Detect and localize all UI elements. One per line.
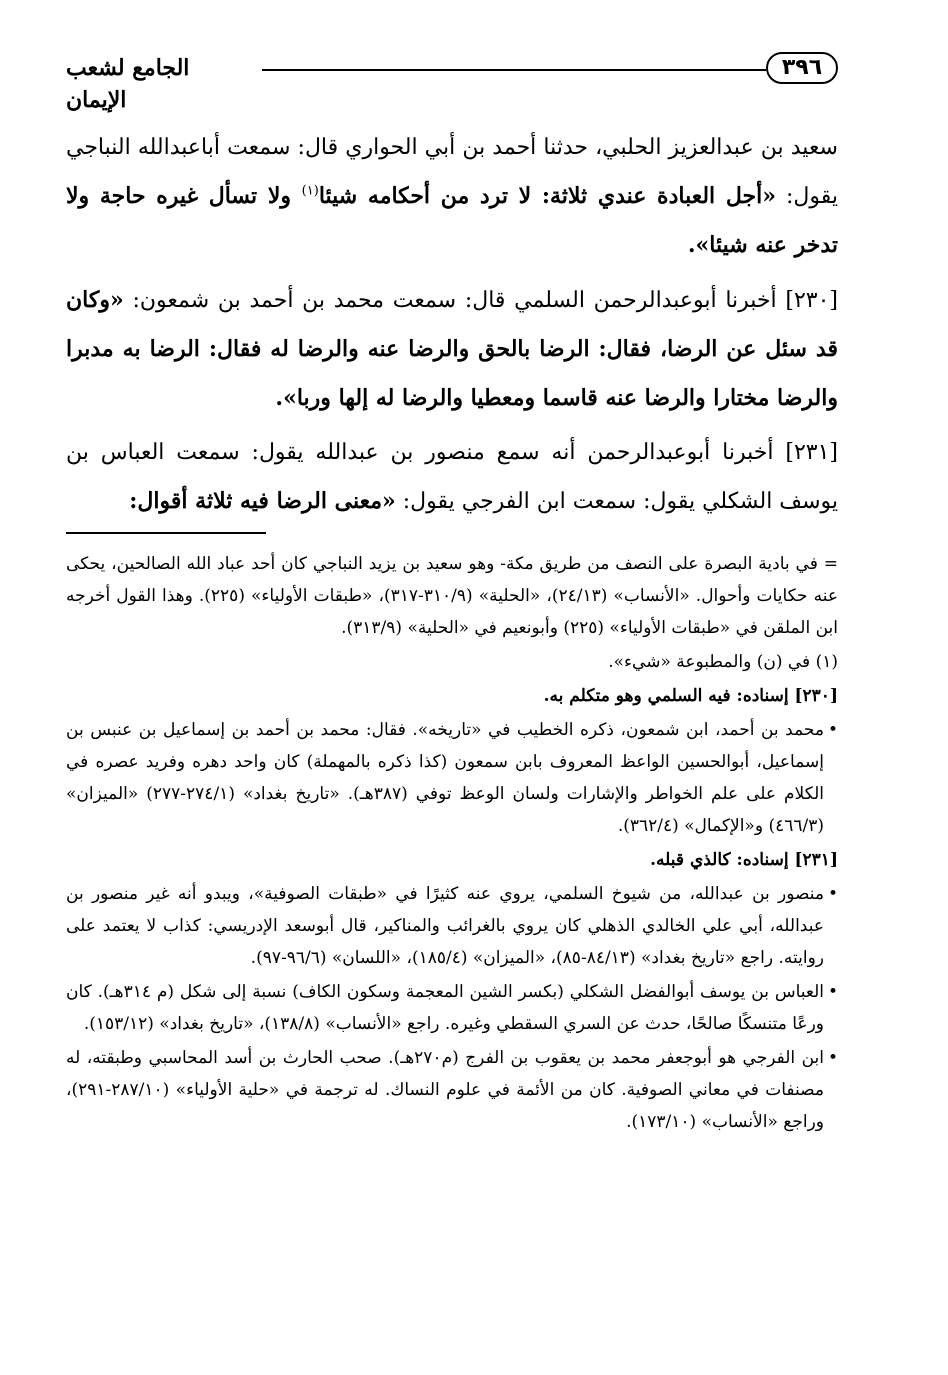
footnote-231-bio-ibn-farji: • ابن الفرجي هو أبوجعفر محمد بن يعقوب بن الفرج (م٢٧٠هـ). صحب الحارث بن أسد المحاسبي وطبقته، له مصنفات في معاني الصوفية. كان من الأئمة في علوم النساك. له ترجمة في «حلية الأولياء» (٢٨٧/١٠-٢٩١)، وراجع «الأنساب» (١٧٣/١٠). (66, 1042, 838, 1138)
footnote-231-bio-mansur: • منصور بن عبدالله، من شيوخ السلمي، يروي عنه كثيرًا في «طبقات الصوفية»، ويبدو أنه غير منصور بن عبدالله، أبي علي الخالدي الذهلي كان يروي بالغرائب والمناكير، قال أبوسعد الإدريسي: كذاب لا يعتمد على روايته. راجع «تاريخ بغداد» (٨٤/١٣-٨٥)، «الميزان» (١٨٥/٤)، «اللسان» (٩٦/٦-٩٧). (66, 878, 838, 974)
footnote-230-bio-ibn-shamun: • محمد بن أحمد، ابن شمعون، ذكره الخطيب في «تاريخه». فقال: محمد بن أحمد بن إسماعيل بن عنبس بن إسماعيل، أبوالحسين الواعظ المعروف بابن سمعون (كذا ذكره بالمهملة) كان واحد دهره وفريد عصره في الكلام على علم الخواطر والإشارات ولسان الوعظ توفي (٣٨٧هـ). «تاريخ بغداد» (٢٧٤/١-٢٧٧) «الميزان» (٤٦٦/٣) و«الإكمال» (٣٦٢/٤). (66, 714, 838, 842)
footnote-divider (66, 532, 266, 534)
footnote-marker-1: (١) (301, 183, 319, 199)
paragraph-231-narration: [٢٣١] أخبرنا أبوعبدالرحمن أنه سمع منصور بن عبدالله يقول: سمعت العباس بن يوسف الشكلي يقول: سمعت ابن الفرجي يقول: (66, 440, 838, 514)
page-number: ٣٩٦ (766, 52, 838, 84)
book-title: الجامع لشعب الإيمان (66, 55, 190, 113)
paragraph-230-narration: [٢٣٠] أخبرنا أبوعبدالرحمن السلمي قال: سمعت محمد بن أحمد بن شمعون: (123, 288, 838, 313)
paragraph-1-narration: سعيد بن عبدالعزيز الحلبي، حدثنا أحمد بن أبي الحواري قال: سمعت أباعبدالله النباجي يقول: (66, 135, 838, 209)
paragraph-231 (66, 429, 838, 526)
paragraph-231-quote: «معنى الرضا فيه ثلاثة أقوال: (129, 488, 396, 514)
header-rule (262, 69, 766, 71)
main-text (66, 124, 838, 532)
paragraph-230 (66, 276, 838, 423)
footnote-231-isnad: [٢٣١] إسناده: كالذي قبله. (650, 850, 838, 870)
paragraph-230-quote: «وكان قد سئل عن الرضا، فقال: الرضا بالحق والرضا عنه والرضا له فقال: الرضا به مدبرا والرضا مختارا والرضا عنه قاسما ومعطيا والرضا له إلها وربا». (66, 287, 838, 411)
book-page (66, 48, 838, 1338)
running-header (66, 48, 838, 113)
footnote-1: (١) في (ن) والمطبوعة «شيء». (608, 652, 838, 672)
footnote-230-isnad: [٢٣٠] إسناده: فيه السلمي وهو متكلم به. (543, 686, 838, 706)
footnotes (66, 548, 838, 1140)
footnote-231-bio-abbas: • العباس بن يوسف أبوالفضل الشكلي (بكسر الشين المعجمة وسكون الكاف) نسبة إلى شكل (م ٣١٤هـ). كان ورعًا متنسكًا صالحًا، حدث عن السري السقطي وغيره. راجع «الأنساب» (١٣٨/٨)، «تاريخ بغداد» (١٥٣/١٢). (66, 976, 838, 1040)
paragraph-1 (66, 124, 838, 270)
footnote-continuation: = في بادية البصرة على النصف من طريق مكة- وهو سعيد بن يزيد النباجي كان أحد عباد الله الصالحين، يحكى عنه حكايات وأحوال. «الأنساب» (٢٤/١٣)، «الحلية» (٣١٠/٩-٣١٧)، «طبقات الأولياء» (٢٢٥). وهذا القول أخرجه ابن الملقن في «طبقات الأولياء» (٢٢٥) وأبونعيم في «الحلية» (٣١٣/٩). (66, 554, 838, 638)
paragraph-1-quote-end: ولا تسأل غيره حاجة ولا تدخر عنه شيئا». (66, 183, 838, 258)
paragraph-1-quote: «أجل العبادة عندي ثلاثة: لا ترد من أحكامه شيئا (318, 183, 776, 209)
